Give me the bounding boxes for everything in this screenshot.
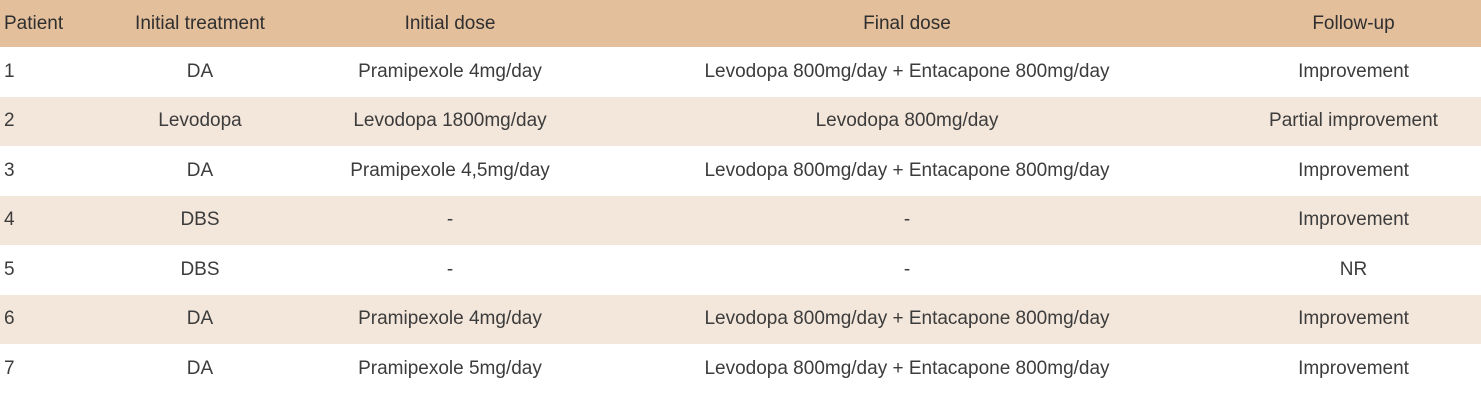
cell-initial-treatment: DA [186,308,214,330]
cell-initial-dose: Pramipexole 4mg/day [358,308,542,330]
cell-final-dose: Levodopa 800mg/day [815,110,999,132]
header-row [0,0,1481,47]
cell-follow-up: Improvement [1298,159,1409,181]
cell-follow-up: Improvement [1298,209,1409,231]
table-row [0,344,1481,394]
cell-initial-treatment: DA [186,357,214,379]
cell-initial-treatment: DA [186,159,214,181]
table-row [0,245,1481,295]
cell-final-dose: Levodopa 800mg/day + Entacapone 800mg/day [704,60,1110,82]
cell-final-dose: - [903,209,911,231]
table-header [0,0,1481,47]
cell-patient: 3 [4,159,15,181]
header-final-dose: Final dose [863,12,951,34]
cell-final-dose: Levodopa 800mg/day + Entacapone 800mg/day [704,357,1110,379]
cell-initial-treatment: DA [186,60,214,82]
cell-final-dose: Levodopa 800mg/day + Entacapone 800mg/day [704,308,1110,330]
cell-initial-dose: Levodopa 1800mg/day [353,110,547,132]
cell-initial-dose: - [446,258,454,280]
table-row [0,47,1481,97]
cell-follow-up: NR [1339,258,1368,280]
cell-follow-up: Partial improvement [1269,110,1438,132]
cell-initial-treatment: Levodopa [158,110,242,132]
cell-initial-dose: Pramipexole 4mg/day [358,60,542,82]
table-row [0,196,1481,246]
cell-patient: 1 [4,60,15,82]
table-row [0,97,1481,147]
table-row [0,295,1481,345]
cell-patient: 6 [4,308,15,330]
cell-patient: 2 [4,110,15,132]
cell-initial-dose: Pramipexole 5mg/day [358,357,542,379]
cell-patient: 7 [4,357,15,379]
cell-initial-dose: Pramipexole 4,5mg/day [350,159,550,181]
table-body [0,47,1481,394]
header-initial-dose: Initial dose [404,12,496,34]
cell-final-dose: Levodopa 800mg/day + Entacapone 800mg/day [704,159,1110,181]
cell-initial-treatment: DBS [180,209,220,231]
header-initial-treatment: Initial treatment [135,12,265,34]
cell-follow-up: Improvement [1298,357,1409,379]
cell-follow-up: Improvement [1298,60,1409,82]
cell-initial-treatment: DBS [180,258,220,280]
header-patient: Patient [4,12,64,34]
cell-final-dose: - [903,258,911,280]
table-row [0,146,1481,196]
cell-initial-dose: - [446,209,454,231]
cell-patient: 4 [4,209,15,231]
header-follow-up: Follow-up [1312,12,1395,34]
cell-follow-up: Improvement [1298,308,1409,330]
cell-patient: 5 [4,258,15,280]
